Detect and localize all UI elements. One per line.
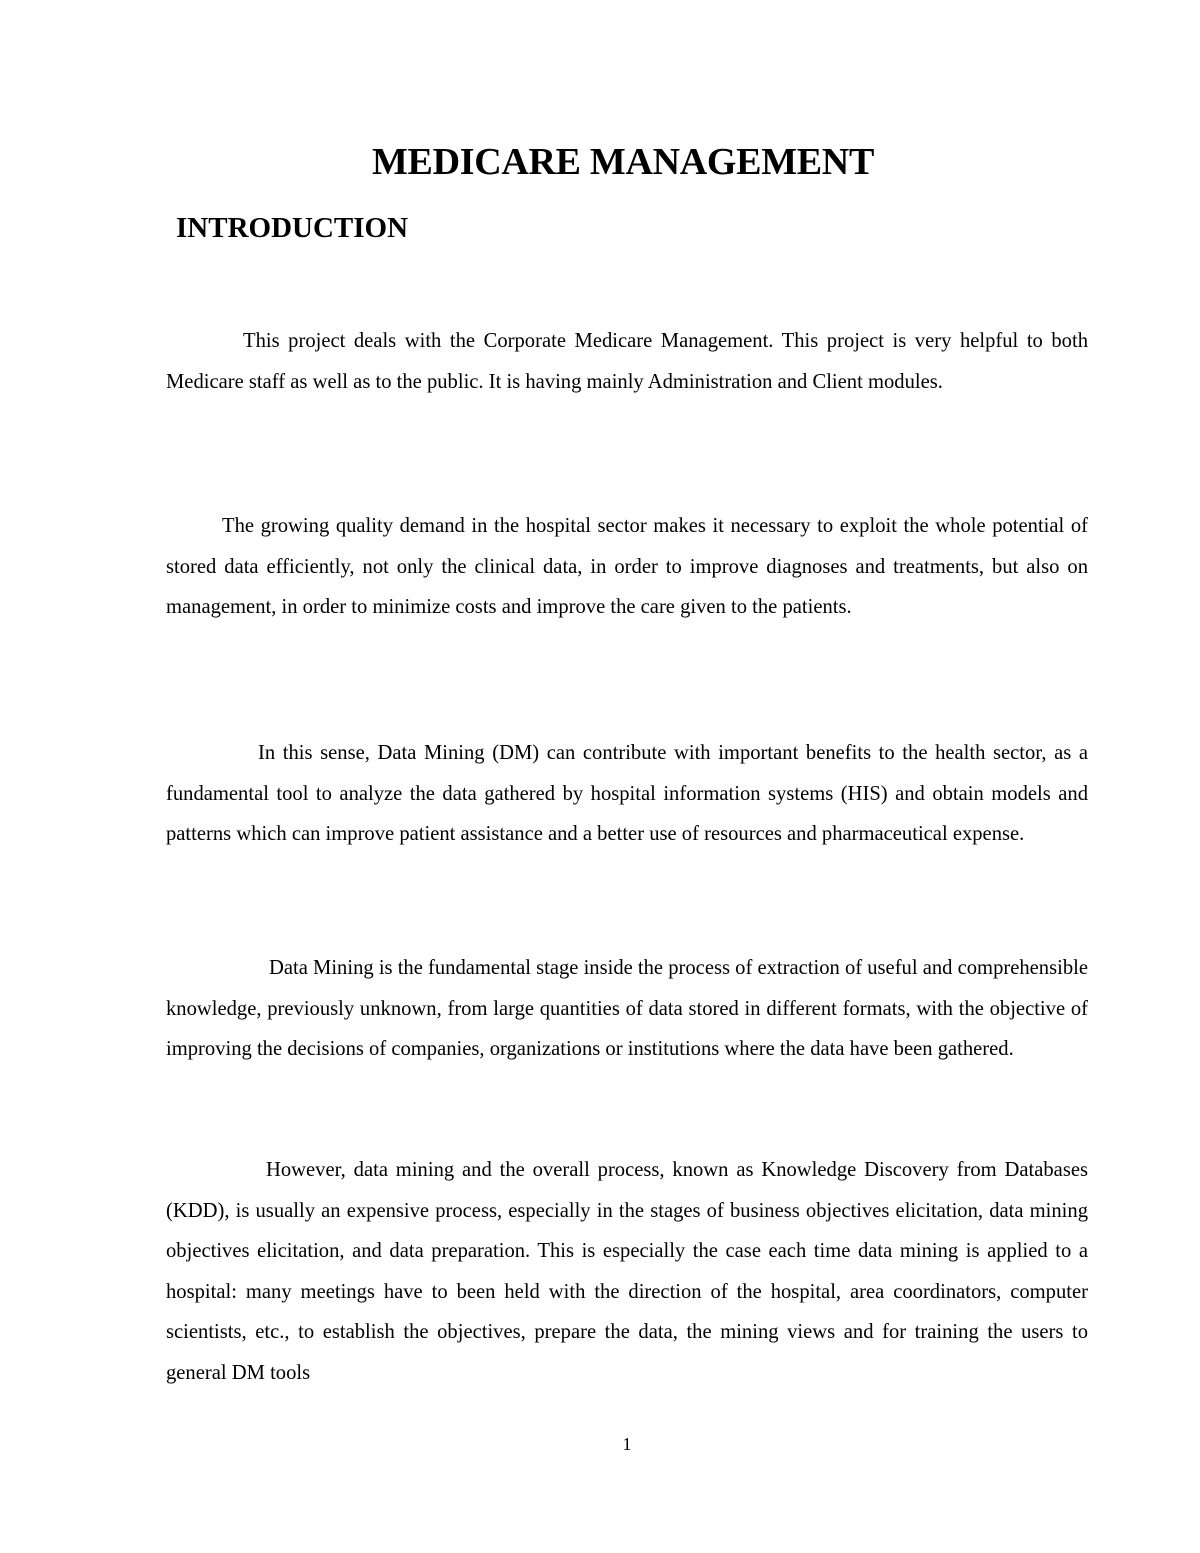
paragraph-data-mining-benefits: In this sense, Data Mining (DM) can contribute with important benefits to the health sector, as a fundamental tool to analyze the data gathered by hospital information systems (HIS) and obtain models and patterns which can improve patient assistance and a better use of resources and pharmaceutical expense. (166, 742, 1088, 845)
section-heading-introduction: INTRODUCTION (176, 212, 409, 244)
paragraph-project-overview: This project deals with the Corporate Medicare Management. This project is very helpful to both Medicare staff as well as to the public. It is having mainly Administration and Client modules. (166, 330, 1088, 393)
paragraph-kdd-process: However, data mining and the overall process, known as Knowledge Discovery from Databases (KDD), is usually an expensive process, especially in the stages of business objectives elicitation, data mining objectives elicitation, and data preparation. This is especially the case each time data mining is applied to a hospital: many meetings have to been held with the direction of the hospital, area coordinators, computer scientists, etc., to establish the objectives, prepare the data, the mining views and for training the users to general DM tools (166, 1159, 1088, 1384)
page-number: 1 (622, 1434, 632, 1454)
paragraph-quality-demand: The growing quality demand in the hospital sector makes it necessary to exploit the whole potential of stored data efficiently, not only the clinical data, in order to improve diagnoses and treatments, but also on management, in order to minimize costs and improve the care given to the patients. (166, 515, 1088, 618)
paragraph-data-mining-definition: Data Mining is the fundamental stage inside the process of extraction of useful and comprehensible knowledge, previously unknown, from large quantities of data stored in different formats, with the objective of improving the decisions of companies, organizations or institutions where the data have been gathered. (166, 957, 1088, 1060)
document-title: MEDICARE MANAGEMENT (371, 141, 874, 183)
